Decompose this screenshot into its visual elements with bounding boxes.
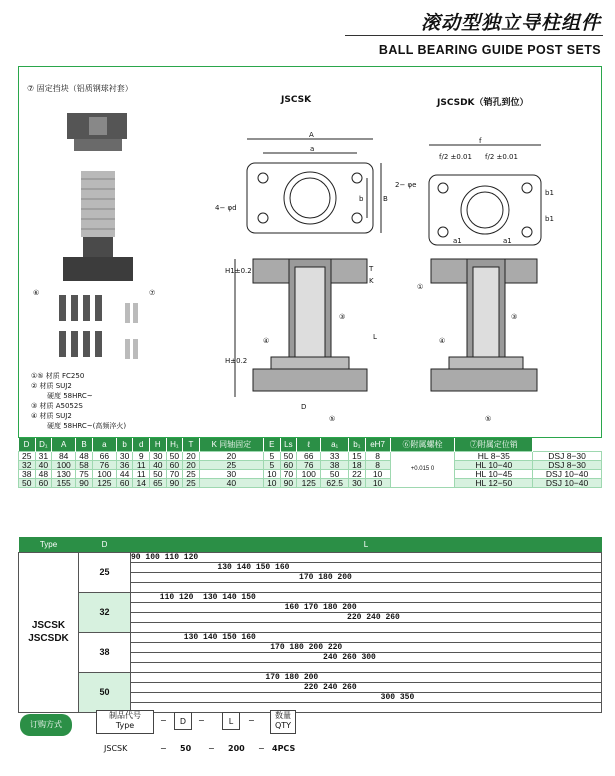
lt-l-cell: [131, 702, 602, 712]
spec-cell: DSJ 10−40: [533, 469, 602, 478]
spec-cell: 50: [321, 469, 349, 478]
page-title-cn: 滚动型独立导柱组件: [420, 12, 601, 34]
materials-list: [31, 371, 126, 431]
spec-cell: 5: [264, 451, 281, 460]
spec-header: K 同轴固定: [199, 438, 263, 451]
spec-cell: 30: [150, 451, 167, 460]
part-7-label: ⑦: [149, 289, 156, 297]
material-1: ①⑤ 材质 FC250: [31, 372, 85, 380]
spec-cell: 38: [321, 460, 349, 469]
spec-cell: 76: [92, 460, 116, 469]
spec-cell: 48: [76, 451, 93, 460]
spec-cell: 50: [280, 451, 297, 460]
callout-1b: ①: [417, 283, 424, 291]
page-title-en: BALL BEARING GUIDE POST SETS: [378, 43, 601, 57]
callout-4: ④: [263, 337, 270, 345]
dim-f: f: [479, 137, 482, 145]
material-5: ④ 材质 SUJ2: [31, 412, 72, 420]
tol-cell: +0.015 0: [390, 451, 455, 487]
spec-row: [19, 469, 602, 478]
spec-cell: 90: [166, 478, 183, 487]
spec-cell: 70: [280, 469, 297, 478]
lt-l-cell: 90 100 110 120: [131, 552, 602, 562]
spec-cell: 33: [321, 451, 349, 460]
callout-5: ⑤: [329, 415, 336, 423]
spec-cell: 10: [365, 469, 390, 478]
spec-cell: 76: [297, 460, 321, 469]
lt-l-cell: 220 240 260: [131, 682, 602, 692]
lt-l-header: L: [131, 537, 602, 552]
spec-cell: 5: [264, 460, 281, 469]
spec-cell: 84: [52, 451, 76, 460]
order-l-box: L: [222, 712, 240, 730]
spec-cell: 75: [76, 469, 93, 478]
spec-header: ⑦附属定位销: [455, 438, 533, 451]
spec-cell: 60: [116, 478, 133, 487]
spec-cell: 90: [280, 478, 297, 487]
title-rule: [345, 35, 603, 36]
spec-cell: 62.5: [321, 478, 349, 487]
spec-cell: 155: [52, 478, 76, 487]
callout-3b: ③: [511, 313, 518, 321]
order-example-l: 200: [228, 744, 245, 753]
spec-cell: 40: [150, 460, 167, 469]
spec-header: H: [150, 438, 167, 451]
order-qty-box: [270, 710, 296, 734]
lt-l-cell: 300 350: [131, 692, 602, 702]
spec-cell: 20: [183, 460, 200, 469]
spec-cell: HL 8−35: [455, 451, 533, 460]
spec-header: eH7: [365, 438, 390, 451]
spec-cell: 50: [150, 469, 167, 478]
order-method-badge: 订购方式: [20, 714, 72, 736]
order-example-qty: 4PCS: [272, 744, 296, 753]
dim-A: A: [309, 131, 314, 139]
spec-cell: 32: [19, 460, 36, 469]
figure-frame: [18, 66, 602, 438]
spec-cell: 65: [150, 478, 167, 487]
order-example-dash-1: −: [160, 744, 167, 753]
spec-cell: 25: [183, 478, 200, 487]
lt-d-cell: 25: [79, 552, 131, 592]
order-dash-1: −: [160, 716, 167, 725]
spec-cell: HL 10−40: [455, 460, 533, 469]
spec-cell: 11: [133, 469, 150, 478]
spec-header: b: [116, 438, 133, 451]
product-photo: [63, 113, 133, 281]
spec-cell: DSJ 10−40: [533, 478, 602, 487]
dim-4d: 4− φd: [215, 204, 237, 212]
lt-d-cell: 38: [79, 632, 131, 672]
lt-row: [19, 552, 602, 562]
order-type-box: [96, 710, 154, 734]
dim-a1a: a1: [453, 237, 462, 245]
lt-type-header: Type: [19, 537, 79, 552]
material-6: 硬度 58HRC~(高频淬火): [47, 422, 127, 430]
spec-cell: 22: [349, 469, 366, 478]
spec-header: Ls: [280, 438, 297, 451]
spec-header: D₁: [35, 438, 52, 451]
spec-header: T: [183, 438, 200, 451]
dim-L: L: [373, 333, 377, 341]
spec-cell: 100: [92, 469, 116, 478]
spec-header: a: [92, 438, 116, 451]
spec-cell: 50: [166, 451, 183, 460]
order-dash-3: −: [248, 716, 255, 725]
order-d-box: D: [174, 712, 192, 730]
spec-row: [19, 478, 602, 487]
spec-header: E: [264, 438, 281, 451]
order-qty-en: QTY: [274, 721, 292, 730]
callout-4b: ④: [439, 337, 446, 345]
dim-f2a: f/2 ±0.01: [439, 153, 472, 161]
callout-5b: ⑤: [485, 415, 492, 423]
lt-l-cell: 240 260 300: [131, 652, 602, 662]
spec-cell: 90: [76, 478, 93, 487]
lt-type-cell: JSCSK JSCSDK: [19, 552, 79, 712]
lt-l-cell: 220 240 260: [131, 612, 602, 622]
dim-a: a: [310, 145, 315, 153]
spec-cell: 66: [297, 451, 321, 460]
jscsdk-label: JSCSDK（销孔到位）: [437, 98, 529, 108]
spec-cell: 31: [35, 451, 52, 460]
spec-cell: DSJ 8−30: [533, 451, 602, 460]
lt-l-cell: 110 120 130 140 150: [131, 592, 602, 602]
spec-header: a₁: [321, 438, 349, 451]
jscsk-top-view: [247, 139, 381, 233]
dim-D: D: [301, 403, 307, 411]
spec-cell: 60: [280, 460, 297, 469]
spec-cell: 30: [199, 469, 263, 478]
lt-row: [19, 592, 602, 602]
order-example-type: JSCSK: [104, 744, 128, 753]
order-type-en: Type: [115, 721, 135, 730]
spec-cell: HL 10−45: [455, 469, 533, 478]
spec-cell: 15: [349, 451, 366, 460]
spec-cell: 25: [199, 460, 263, 469]
spec-cell: 30: [116, 451, 133, 460]
spec-header: b₁: [349, 438, 366, 451]
spec-cell: 30: [349, 478, 366, 487]
spec-row: [19, 460, 602, 469]
lt-l-cell: 170 180 200: [131, 572, 602, 582]
callout-3: ③: [339, 313, 346, 321]
spec-cell: 125: [92, 478, 116, 487]
spec-cell: 20: [199, 451, 263, 460]
lt-row: [19, 672, 602, 682]
spec-cell: 40: [35, 460, 52, 469]
lt-l-cell: 130 140 150 160: [131, 632, 602, 642]
spec-cell: 50: [19, 478, 36, 487]
spec-cell: 14: [133, 478, 150, 487]
spec-cell: 70: [166, 469, 183, 478]
lt-row: [19, 632, 602, 642]
lt-l-cell: 130 140 150 160: [131, 562, 602, 572]
spec-cell: 125: [297, 478, 321, 487]
spec-cell: 8: [365, 460, 390, 469]
spec-cell: 10: [264, 478, 281, 487]
lt-l-cell: 160 170 180 200: [131, 602, 602, 612]
part-6-label: ⑥: [33, 289, 40, 297]
spec-cell: 100: [52, 460, 76, 469]
length-table: [18, 537, 602, 713]
spec-cell: 48: [35, 469, 52, 478]
material-2: ② 材质 SUJ2: [31, 382, 72, 390]
spec-cell: 66: [92, 451, 116, 460]
material-3: 硬度 58HRC~: [47, 392, 93, 400]
spec-header: B: [76, 438, 93, 451]
lt-d-header: D: [79, 537, 131, 552]
figure-caption: ⑦ 固定挡块（铝质钢球衬套）: [27, 84, 133, 93]
order-dash-2: −: [198, 716, 205, 725]
spec-cell: 36: [116, 460, 133, 469]
dim-B: B: [383, 195, 388, 203]
dim-T: T: [369, 265, 374, 273]
spec-cell: 58: [76, 460, 93, 469]
spec-header: ⑥附属螺栓: [390, 438, 455, 451]
dim-b1b: b1: [545, 215, 554, 223]
jscsk-section-view: [235, 259, 367, 397]
spec-cell: HL 12−50: [455, 478, 533, 487]
spec-cell: 11: [133, 460, 150, 469]
spec-cell: 20: [183, 451, 200, 460]
jscsk-label: JSCSK: [281, 95, 312, 105]
spec-header: d: [133, 438, 150, 451]
dim-f2b: f/2 ±0.01: [485, 153, 518, 161]
dim-H1: H1±0.2: [225, 267, 252, 275]
dim-K: K: [369, 277, 374, 285]
spec-cell: 100: [297, 469, 321, 478]
spec-cell: 9: [133, 451, 150, 460]
spec-header: D: [19, 438, 36, 451]
dim-b: b: [359, 195, 364, 203]
lt-d-cell: 32: [79, 592, 131, 632]
dim-H: H±0.2: [225, 357, 248, 365]
lt-l-cell: [131, 662, 602, 672]
spec-cell: 10: [264, 469, 281, 478]
spec-cell: 130: [52, 469, 76, 478]
lt-d-cell: 50: [79, 672, 131, 712]
spec-cell: 60: [166, 460, 183, 469]
order-qty-cn: 数量: [275, 711, 291, 720]
lt-l-cell: 170 180 200: [131, 672, 602, 682]
bolts-photo: [59, 295, 138, 359]
order-type-cn: 制品代号: [109, 711, 141, 720]
spec-header: ℓ: [297, 438, 321, 451]
order-example-d: 50: [180, 744, 192, 753]
material-4: ③ 材质 A5052S: [31, 402, 83, 410]
spec-cell: 10: [365, 478, 390, 487]
jscsdk-section-view: [431, 259, 537, 391]
spec-cell: 25: [183, 469, 200, 478]
spec-cell: 38: [19, 469, 36, 478]
spec-cell: 44: [116, 469, 133, 478]
spec-cell: 60: [35, 478, 52, 487]
spec-cell: 8: [365, 451, 390, 460]
spec-row: [19, 451, 602, 460]
spec-cell: DSJ 8−30: [533, 460, 602, 469]
dim-2e: 2− φe: [395, 181, 417, 189]
spec-cell: 25: [19, 451, 36, 460]
order-example-dash-2: −: [208, 744, 215, 753]
lt-l-cell: [131, 622, 602, 632]
spec-cell: 40: [199, 478, 263, 487]
spec-table: [18, 438, 602, 488]
dim-b1a: b1: [545, 189, 554, 197]
lt-l-cell: 170 180 200 220: [131, 642, 602, 652]
spec-header: A: [52, 438, 76, 451]
spec-cell: 18: [349, 460, 366, 469]
lt-l-cell: [131, 582, 602, 592]
order-example-dash-3: −: [258, 744, 265, 753]
dim-a1b: a1: [503, 237, 512, 245]
spec-header: H₁: [166, 438, 183, 451]
